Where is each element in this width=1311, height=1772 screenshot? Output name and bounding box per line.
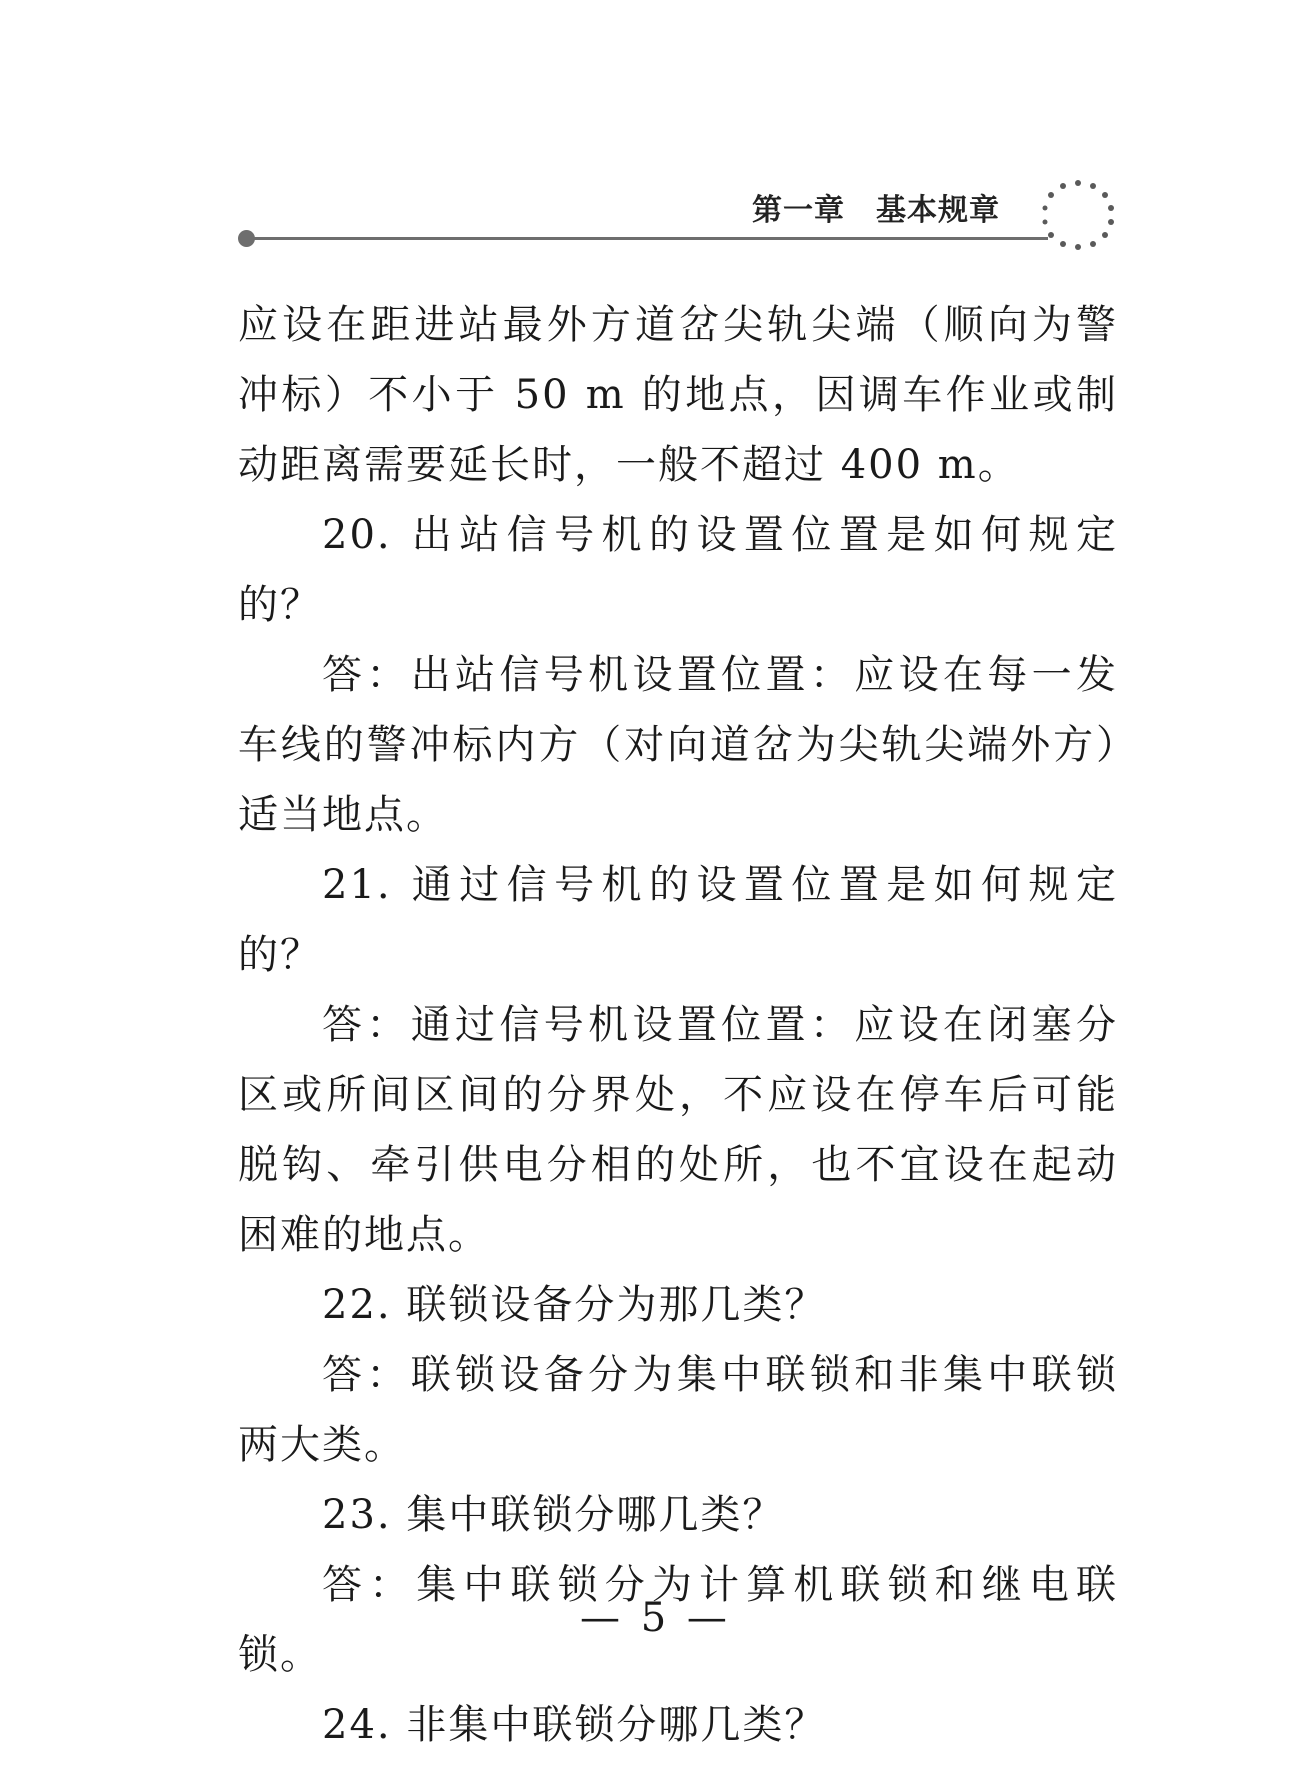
page-number: — 5 —	[580, 1595, 731, 1641]
question-21: 21. 通过信号机的设置位置是如何规定的？	[238, 862, 1118, 978]
answer-23: 答：集中联锁分为计算机联锁和继电联锁。	[238, 1562, 1118, 1678]
answer-20: 答：出站信号机设置位置：应设在每一发车线的警冲标内方（对向道岔为尖轨尖端外方）适当地点。	[238, 652, 1118, 838]
answer-21: 答：通过信号机设置位置：应设在闭塞分区或所间区间的分界处，不应设在停车后可能脱钩、牵引供电分相的处所，也不宜设在起动困难的地点。	[238, 1002, 1118, 1258]
header-rule-dot	[238, 230, 255, 247]
question-24: 24. 非集中联锁分哪几类？	[322, 1702, 827, 1748]
question-22: 22. 联锁设备分为那几类？	[322, 1282, 827, 1328]
body-text	[238, 290, 1118, 1760]
dotted-ring-icon	[1038, 175, 1118, 255]
running-header	[238, 175, 1118, 255]
header-rule	[244, 237, 1048, 240]
chapter-title: 第一章 基本规章	[752, 193, 1000, 228]
paragraph: 应设在距进站最外方道岔尖轨尖端（顺向为警冲标）不小于 50 m 的地点，因调车作业或制动距离需要延长时，一般不超过 400 m。	[238, 302, 1118, 488]
question-23: 23. 集中联锁分哪几类？	[322, 1492, 785, 1538]
question-20: 20. 出站信号机的设置位置是如何规定的？	[238, 512, 1118, 628]
answer-22: 答：联锁设备分为集中联锁和非集中联锁两大类。	[238, 1352, 1118, 1468]
